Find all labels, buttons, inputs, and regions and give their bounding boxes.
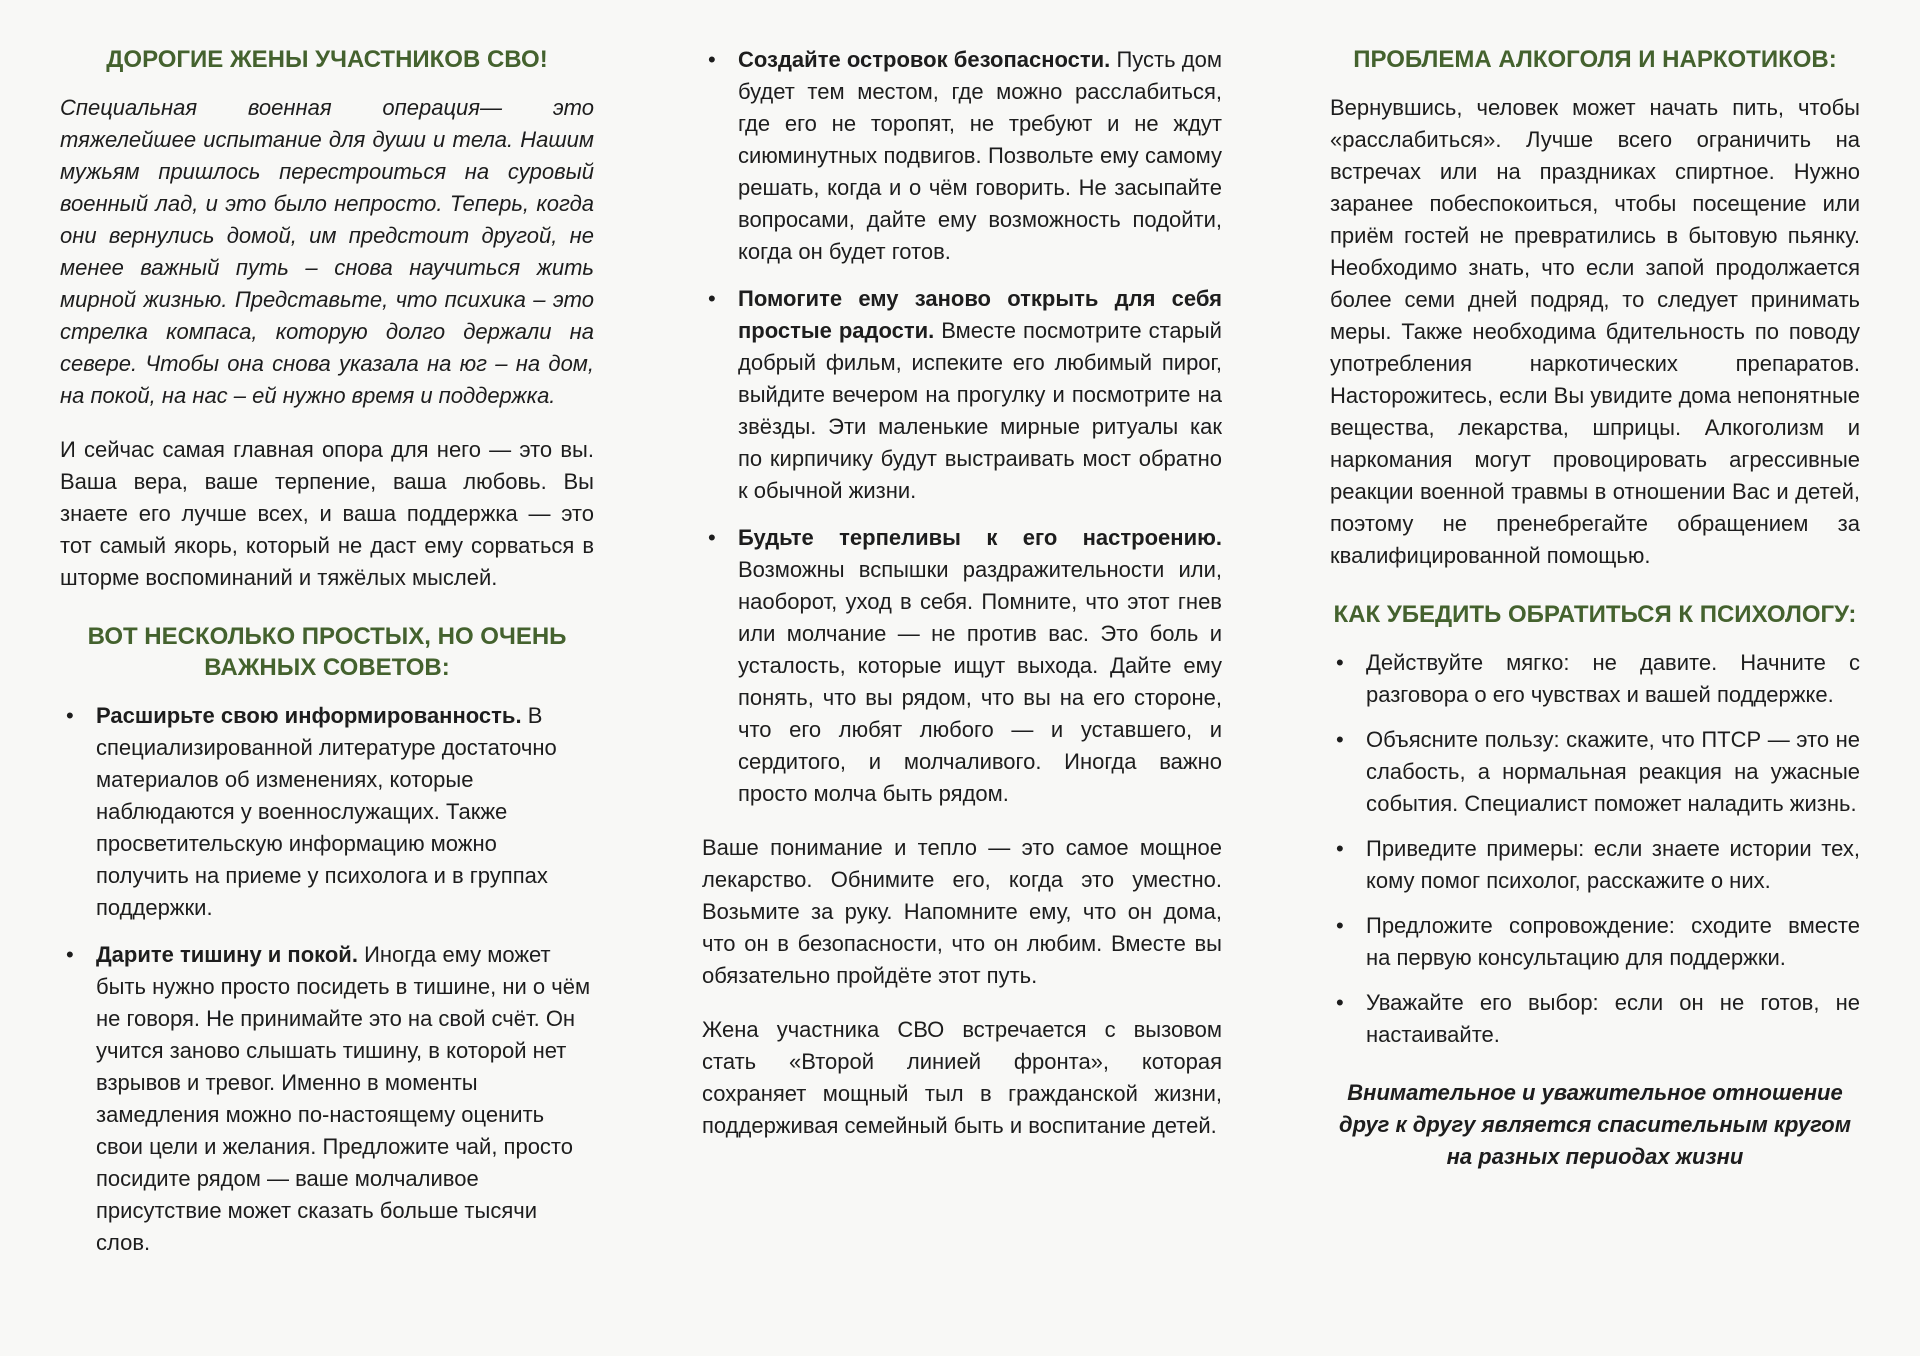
tip-text: Приведите примеры: если знаете истории тех, кому помог психолог, расскажите о них. xyxy=(1366,836,1860,893)
advice-item xyxy=(60,700,594,924)
left-advice-list xyxy=(60,700,594,1259)
advice-item-lead: Будьте терпеливы к его настроению. xyxy=(738,525,1222,550)
tip-item xyxy=(1330,833,1860,897)
advice-item-text: Пусть дом будет тем местом, где можно расслабиться, где его не торопят, не требуют и не ждут сиюминутных подвигов. Позвольте ему самому решать, когда и о чём говорить. Не засыпайте вопросами, дайте ему возможность подойти, когда он будет готов. xyxy=(738,47,1222,264)
tip-item xyxy=(1330,987,1860,1051)
left-panel xyxy=(0,0,640,1356)
right-panel xyxy=(1280,0,1920,1356)
tip-text: Уважайте его выбор: если он не готов, не настаивайте. xyxy=(1366,990,1860,1047)
tip-item xyxy=(1330,647,1860,711)
advice-item xyxy=(702,44,1222,268)
advice-item-lead: Расширьте свою информированность. xyxy=(96,703,522,728)
middle-panel xyxy=(640,0,1280,1356)
advice-heading: ВОТ НЕСКОЛЬКО ПРОСТЫХ, НО ОЧЕНЬ ВАЖНЫХ СОВЕТОВ: xyxy=(87,623,567,681)
tip-text: Действуйте мягко: не давите. Начните с разговора о его чувствах и вашей поддержке. xyxy=(1366,650,1860,707)
tip-item xyxy=(1330,910,1860,974)
middle-advice-list xyxy=(702,44,1222,810)
left-panel-heading: ДОРОГИЕ ЖЕНЫ УЧАСТНИКОВ СВО! xyxy=(106,46,548,73)
psychologist-heading: КАК УБЕДИТЬ ОБРАТИТЬСЯ К ПСИХОЛОГУ: xyxy=(1333,601,1857,628)
advice-item xyxy=(702,283,1222,507)
intro-paragraph: Специальная военная операция— это тяжелейшее испытание для души и тела. Нашим мужьям пришлось перестроиться на суровый военный лад, и это было непросто. Теперь, когда они вернулись домой, им предстоит другой, не менее важный путь – снова научиться жить мирной жизнью. Представьте, что психика – это стрелка компаса, которую долго держали на севере. Чтобы она снова указала на юг – на дом, на покой, на нас – ей нужно время и поддержка. xyxy=(60,95,594,408)
psychologist-tip-list xyxy=(1330,647,1860,1051)
advice-item xyxy=(702,522,1222,810)
advice-item-lead: Дарите тишину и покой. xyxy=(96,942,358,967)
alcohol-heading: ПРОБЛЕМА АЛКОГОЛЯ И НАРКОТИКОВ: xyxy=(1353,46,1837,73)
closing-statement: Внимательное и уважительное отношение друг к другу является спасительным кругом на разных периодах жизни xyxy=(1338,1080,1852,1169)
tip-item xyxy=(1330,724,1860,820)
advice-item-text: Вместе посмотрите старый добрый фильм, испеките его любимый пирог, выйдите вечером на прогулку и посмотрите на звёзды. Эти маленькие мирные ритуалы как по кирпичику будут выстраивать мост обратно к обычной жизни. xyxy=(738,318,1222,503)
second-line-paragraph: Жена участника СВО встречается с вызовом стать «Второй линией фронта», которая сохраняет мощный тыл в гражданской жизни, поддерживая семейный быть и воспитание детей. xyxy=(702,1017,1222,1138)
tip-text: Объясните пользу: скажите, что ПТСР — это не слабость, а нормальная реакция на ужасные события. Специалист поможет наладить жизнь. xyxy=(1366,727,1860,816)
support-paragraph: И сейчас самая главная опора для него — это вы. Ваша вера, ваше терпение, ваша любовь. Вы знаете его лучше всех, и ваша поддержка — это тот самый якорь, который не даст ему сорваться в шторме воспоминаний и тяжёлых мыслей. xyxy=(60,437,594,590)
advice-item-text: Иногда ему может быть нужно просто посидеть в тишине, ни о чём не говоря. Не принимайте это на свой счёт. Он учится заново слышать тишину, в которой нет взрывов и тревог. Именно в моменты замедления можно по-настоящему оценить свои цели и желания. Предложите чай, просто посидите рядом — ваше молчаливое присутствие может сказать больше тысячи слов. xyxy=(96,942,591,1255)
advice-item-text: Возможны вспышки раздражительности или, наоборот, уход в себя. Помните, что этот гнев или молчание — не против вас. Это боль и усталость, которые ищут выхода. Дайте ему понять, что вы рядом, что вы на его стороне, что его любят любого — и уставшего, и сердитого, и молчаливого. Иногда важно просто молча быть рядом. xyxy=(738,557,1222,806)
alcohol-paragraph: Вернувшись, человек может начать пить, чтобы «расслабиться». Лучше всего ограничить на встречах или на праздниках спиртное. Нужно заранее побеспокоиться, чтобы посещение или приём гостей не превратились в бытовую пьянку. Необходимо знать, что если запой продолжается более семи дней подряд, то следует принимать меры. Также необходима бдительность по поводу употребления наркотических препаратов. Насторожитесь, если Вы увидите дома непонятные вещества, лекарства, шприцы. Алкоголизм и наркомания могут провоцировать агрессивные реакции военной травмы в отношении Вас и детей, поэтому не пренебрегайте обращением за квалифицированной помощью. xyxy=(1330,95,1860,568)
warmth-paragraph: Ваше понимание и тепло — это самое мощное лекарство. Обнимите его, когда это уместно. Возьмите за руку. Напомните ему, что он дома, что он в безопасности, что он любим. Вместе вы обязательно пройдёте этот путь. xyxy=(702,835,1222,988)
advice-item-lead: Помогите ему заново открыть для себя простые радости. xyxy=(738,286,1222,343)
advice-item xyxy=(60,939,594,1259)
tip-text: Предложите сопровождение: сходите вместе на первую консультацию для поддержки. xyxy=(1366,913,1860,970)
advice-item-lead: Создайте островок безопасности. xyxy=(738,47,1111,72)
advice-item-text: В специализированной литературе достаточно материалов об изменениях, которые наблюдаются у военнослужащих. Также просветительскую информацию можно получить на приеме у психолога и в группах поддержки. xyxy=(96,703,557,920)
